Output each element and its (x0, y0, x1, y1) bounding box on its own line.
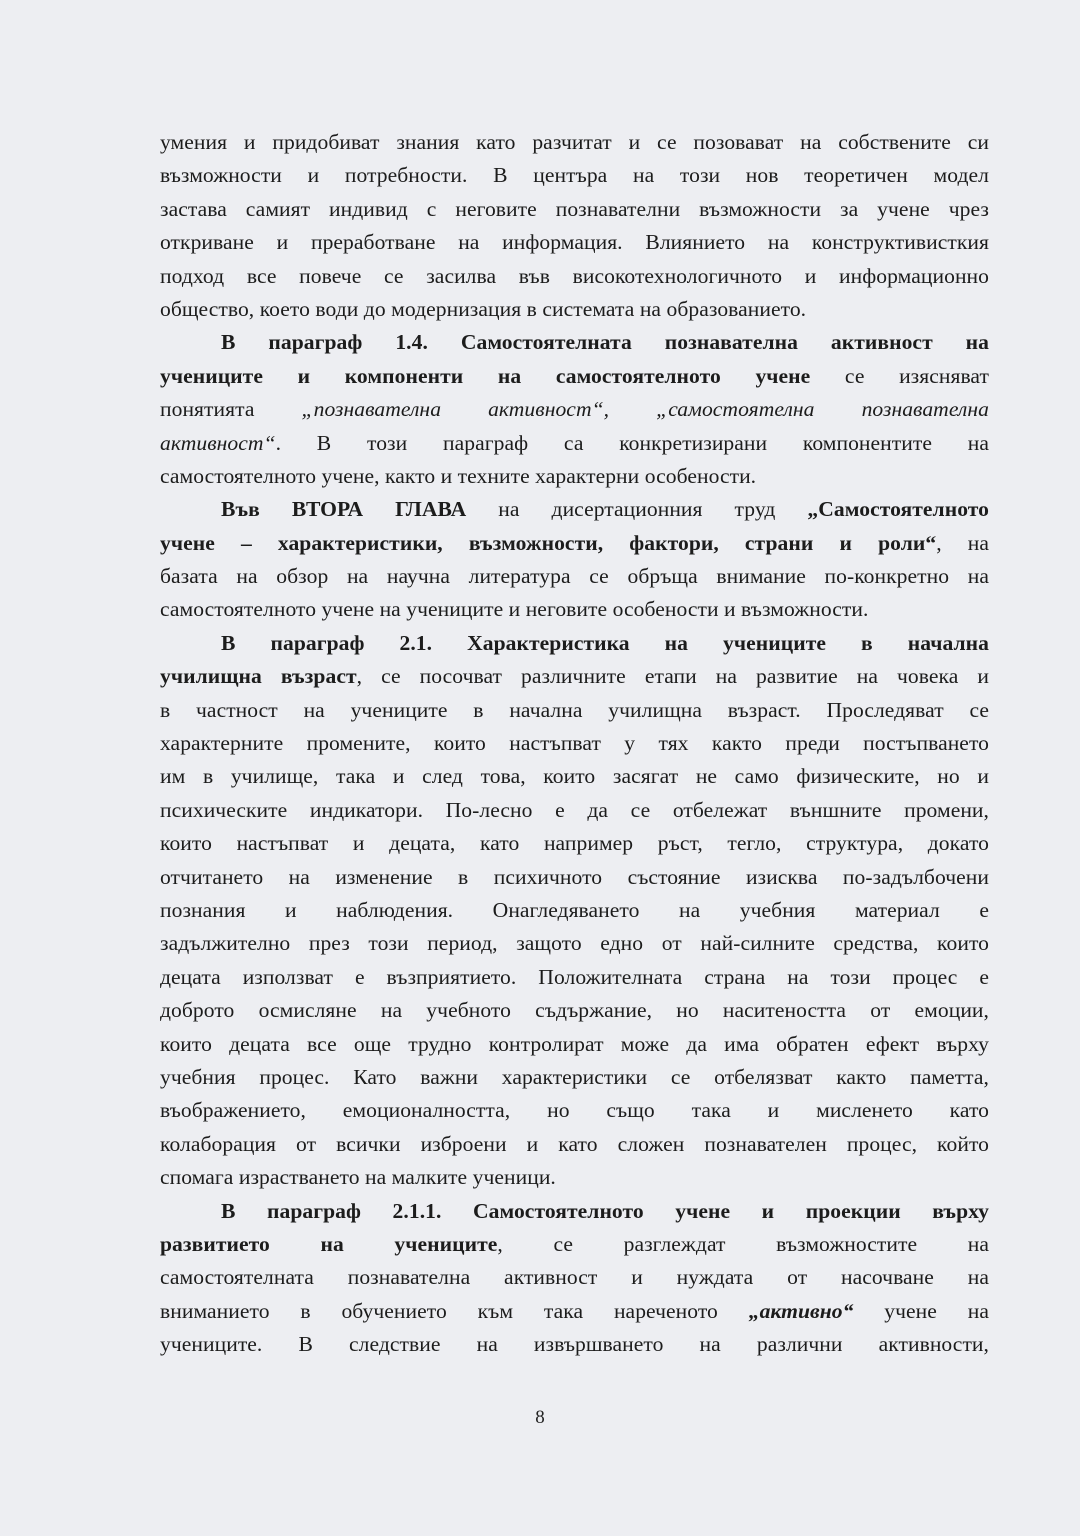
text-line (160, 894, 989, 927)
text-run: в частност на учениците в начална училищна възраст. Проследяват се (160, 697, 989, 722)
text-run: , се посочват различните етапи на развитие на човека и (356, 664, 990, 689)
text-run: се изясняват (810, 363, 989, 388)
text-line (160, 1028, 989, 1061)
bold-text: учениците и компоненти на самостоятелното учене (160, 363, 811, 388)
text-line (160, 159, 989, 192)
text-line (160, 961, 989, 994)
text-line (160, 593, 989, 626)
page-number: 8 (535, 1407, 545, 1428)
text-line (160, 1094, 989, 1127)
text-run: вниманието в обучението към така нареченото (160, 1298, 749, 1323)
bold-text: В параграф 1.4. Самостоятелната познавателна активност на (221, 330, 989, 355)
text-line (160, 1195, 989, 1228)
text-run: децата използват е възприятието. Положителната страна на този процес е (160, 964, 989, 989)
bold-text: В параграф 2.1. Характеристика на учениците в начална (221, 630, 989, 655)
text-line (160, 493, 989, 526)
text-line (160, 393, 989, 426)
text-run: понятията (160, 397, 302, 422)
italic-text: „познавателна активност“, „самостоятелна познавателна (301, 397, 989, 422)
text-line (160, 293, 989, 326)
text-line (160, 1295, 989, 1328)
text-run: на дисертационния труд (466, 497, 808, 522)
text-run: , се разглеждат възможностите на (497, 1231, 990, 1256)
text-line (160, 1228, 989, 1261)
bold-text: развитието на учениците (160, 1231, 498, 1256)
text-line (160, 660, 989, 693)
text-line (160, 193, 989, 226)
text-run: възможности и потребности. В центъра на този нов теоретичен модел (160, 163, 989, 188)
text-line (160, 827, 989, 860)
text-line (160, 694, 989, 727)
text-line (160, 326, 989, 359)
text-line (160, 360, 989, 393)
text-run: умения и придобиват знания като разчитат и се позовават на собствените си (160, 130, 989, 154)
text-run: доброто осмисляне на учебното съдържание, но наситеността от емоции, (160, 998, 989, 1023)
text-line (160, 927, 989, 960)
text-line (160, 427, 989, 460)
text-run: психическите индикатори. По-лесно е да се отбележат външните промени, (160, 797, 989, 822)
text-line (160, 126, 989, 159)
text-line (160, 560, 989, 593)
bold-text: В параграф 2.1.1. Самостоятелното учене и проекции върху (221, 1198, 989, 1223)
text-run: самостоятелното учене, както и техните характерни особености. (160, 463, 757, 488)
text-run: колаборация от всички изброени и като сложен познавателен процес, който (160, 1131, 989, 1156)
text-run: им в училище, така и след това, които засягат не само физическите, но и (160, 764, 989, 789)
bold-italic-text: „активно“ (748, 1298, 854, 1323)
text-run: отчитането на изменение в психичното състояние изисква по-задълбочени (160, 864, 989, 889)
bold-text: учене – характеристики, възможности, фактори, страни и роли“ (160, 530, 937, 555)
text-run: застава самият индивид с неговите познавателни възможности за учене чрез (160, 196, 989, 221)
text-run: характерните промените, които настъпват у тях както преди постъпването (160, 731, 989, 756)
text-line (160, 1328, 989, 1361)
text-line (160, 760, 989, 793)
text-line (160, 1128, 989, 1161)
bold-text: училищна възраст (160, 664, 357, 689)
text-line (160, 1261, 989, 1294)
text-line (160, 460, 989, 493)
text-line (160, 260, 989, 293)
text-run: учебния процес. Като важни характеристики се отбелязват както паметта, (160, 1064, 989, 1089)
text-run: въображението, емоционалността, но също така и мисленето като (160, 1098, 989, 1123)
text-line (160, 1161, 989, 1194)
text-run: базата на обзор на научна литература се обръща внимание по-конкретно на (160, 564, 989, 589)
text-run: откриване и преработване на информация. Влиянието на конструктивисткия (160, 230, 989, 255)
bold-text: Във ВТОРА ГЛАВА (221, 497, 467, 522)
italic-text: активност“ (160, 430, 276, 455)
text-run: познания и наблюдения. Онагледяването на учебния материал е (160, 897, 989, 922)
text-run: учениците. В следствие на извършването на различни активности, (160, 1332, 989, 1357)
text-line (160, 794, 989, 827)
text-run: които настъпват и децата, като например ръст, тегло, структура, докато (160, 831, 989, 856)
text-run: учене на (853, 1298, 989, 1323)
text-run: самостоятелното учене на учениците и неговите особености и възможности. (160, 597, 869, 622)
text-run: общество, което води до модернизация в системата на образованието. (160, 296, 807, 321)
text-line (160, 861, 989, 894)
text-run: , на (936, 530, 989, 555)
text-line (160, 727, 989, 760)
text-run: . В този параграф са конкретизирани компонентите на (275, 430, 989, 455)
text-line (160, 1061, 989, 1094)
text-line (160, 627, 989, 660)
text-run: подход все повече се засилва във високотехнологичното и информационно (160, 263, 989, 288)
text-run: задължително през този период, защото едно от най-силните средства, които (160, 931, 989, 956)
text-line (160, 994, 989, 1027)
text-line (160, 226, 989, 259)
text-run: които децата все още трудно контролират може да има обратен ефект върху (160, 1031, 989, 1056)
text-run: спомага израстването на малките ученици. (160, 1165, 556, 1190)
body-text (160, 126, 989, 1361)
text-line (160, 527, 989, 560)
bold-text: „Самостоятелното (807, 497, 989, 522)
text-run: самостоятелната познавателна активност и нуждата от насочване на (160, 1265, 989, 1290)
